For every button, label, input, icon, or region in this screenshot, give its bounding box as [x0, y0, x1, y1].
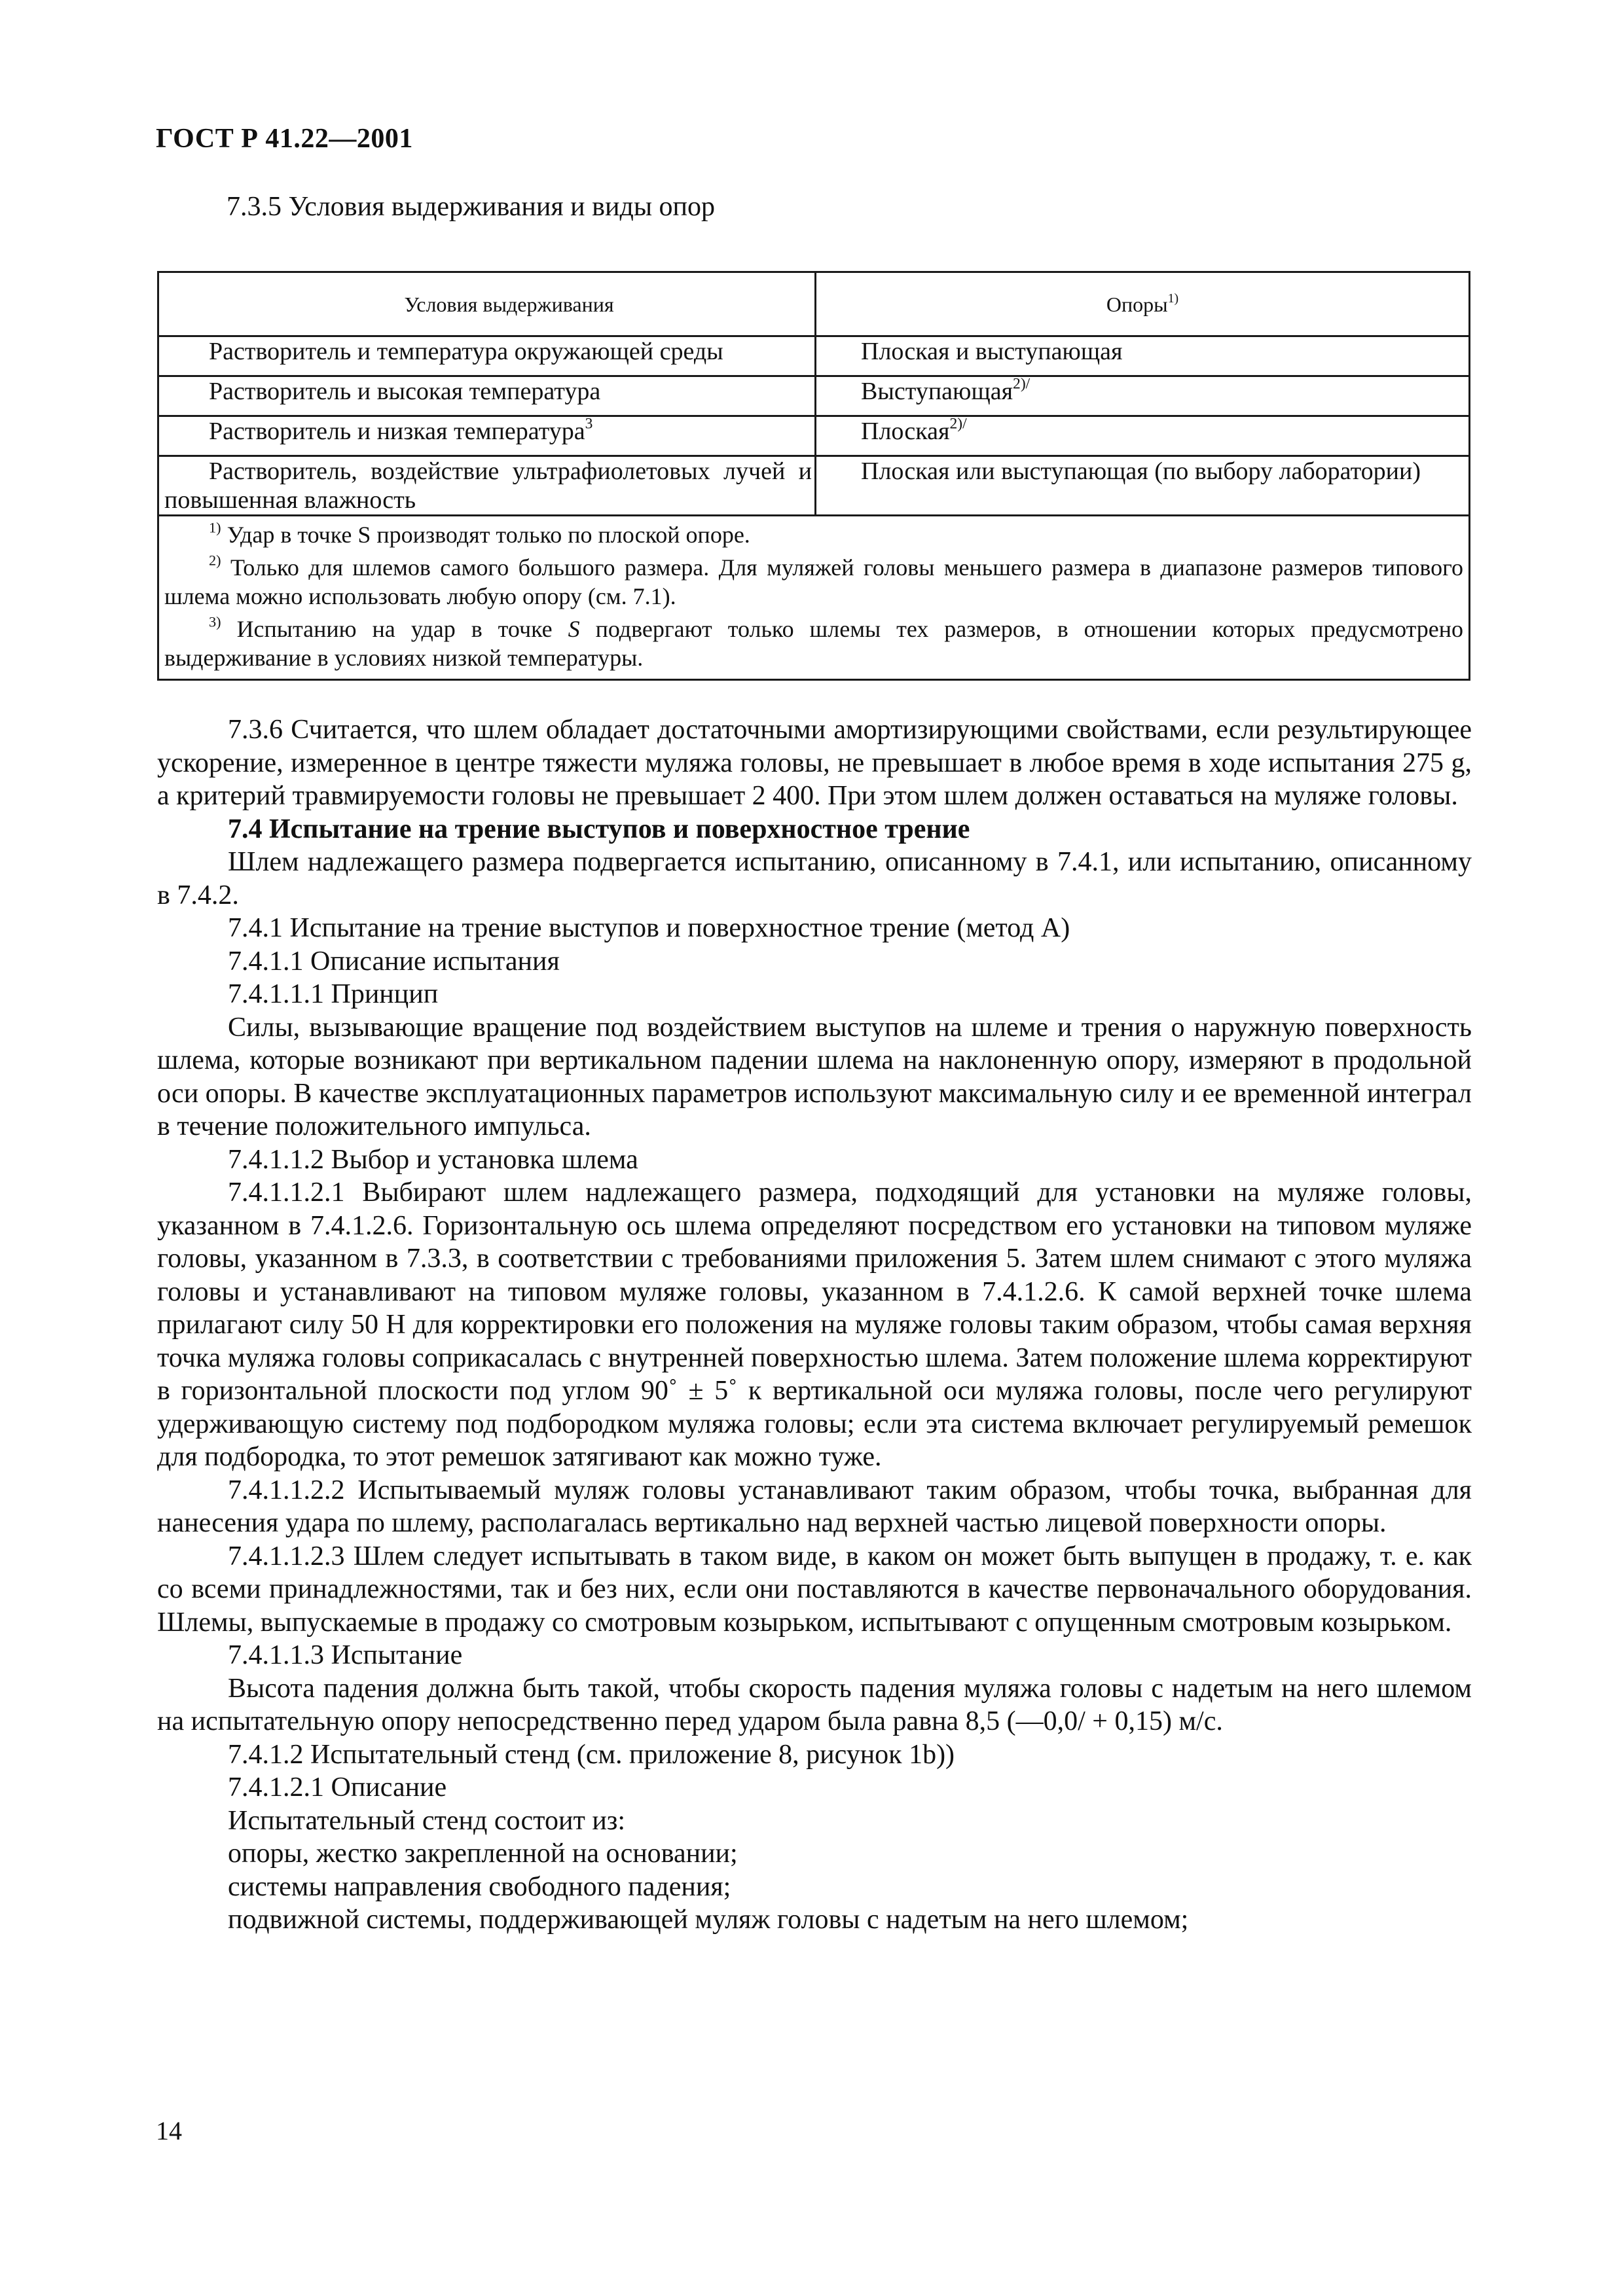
table-cell-support: Плоская и выступающая [816, 336, 1470, 376]
table-header-supports: Опоры$^{1)}$ [816, 272, 1470, 336]
list-item: опоры, жестко закрепленной на основании; [228, 1839, 738, 1869]
table-cell-condition: Растворитель и высокая температура [158, 376, 816, 416]
table-notes-row [158, 516, 1470, 680]
table-row [158, 416, 1470, 456]
table-row [158, 456, 1470, 516]
table-cell-condition: Растворитель, воздействие ультрафиолетовых лучей и повышенная влажность [158, 456, 816, 516]
subsection-heading: 7.4.1.1.3 Испытание [228, 1640, 463, 1670]
subsection-heading: 7.4.1.2.1 Описание [228, 1772, 447, 1803]
table-cell-support: Плоская$^{2)/}$ [816, 416, 1470, 456]
body-text [157, 713, 1472, 1937]
conditions-table [157, 271, 1470, 681]
table-row [158, 376, 1470, 416]
subsection-heading: 7.4.1.1.1 Принцип [228, 979, 439, 1009]
table-cell-support: Выступающая$^{2)/}$ [816, 376, 1470, 416]
paragraph: 7.4.1.1.2.2 Испытываемый муляж головы устанавливают таким образом, чтобы точка, выбранная для нанесения удара по шлему, располагалась вертикально над верхней частью лицевой поверхности опоры. [157, 1475, 1472, 1538]
subsection-heading: 7.4.1.1.2 Выбор и установка шлема [228, 1144, 638, 1175]
section-heading: 7.4 Испытание на трение выступов и поверхностное трение [228, 814, 970, 844]
paragraph: Высота падения должна быть такой, чтобы скорость падения муляжа головы с надетым на него шлемом на испытательную опору непосредственно перед ударом была равна 8,5 (—0,0/ + 0,15) м/с. [157, 1673, 1472, 1736]
table-cell-condition: Растворитель и температура окружающей среды [158, 336, 816, 376]
subsection-heading: 7.4.1 Испытание на трение выступов и поверхностное трение (метод А) [228, 913, 1070, 943]
table-header-row [158, 272, 1470, 336]
paragraph: Силы, вызывающие вращение под воздействием выступов на шлеме и трения о наружную поверхность шлема, которые возникают при вертикальном падении шлема на наклоненную опору, измеряют в продольной оси опоры. В качестве эксплуатационных параметров используют максимальную силу и ее временной интеграл в течение положительного импульса. [157, 1012, 1472, 1141]
paragraph: 7.3.6 Считается, что шлем обладает достаточными амортизирующими свойствами, если результирующее ускорение, измеренное в центре тяжести муляжа головы, не превышает в любое время в ходе испытания 275 g, а критерий травмируемости головы не превышает 2 400. При этом шлем должен оставаться на муляже головы. [157, 715, 1472, 811]
table-notes [158, 516, 1470, 680]
table-note: $^{2)}$ Только для шлемов самого большого размера. Для муляжей головы меньшего размера в диапазоне размеров типового шлема можно использовать любую опору (см. 7.1). [164, 552, 1463, 609]
paragraph: 7.4.1.1.2.1 Выбирают шлем надлежащего размера, подходящий для установки на муляже головы, указанном в 7.4.1.2.6. Горизонтальную ось шлема определяют посредством его установки на типовом муляже головы, указанном в 7.3.3, в соответствии с требованиями приложения 5. Затем шлем снимают с этого муляжа головы и устанавливают на типовом муляже головы, указанном в 7.4.1.2.6. К самой верхней точке шлема прилагают силу 50 Н для корректировки его положения на муляже головы таким образом, чтобы самая верхняя точка муляжа головы соприкасалась с внутренней поверхностью шлема. Затем положение шлема корректируют в горизонтальной плоскости под углом 90˚ ± 5˚ к вертикальной оси муляжа головы, после чего регулируют удерживающую систему под подбородком муляжа головы; если эта система включает регулируемый ремешок для подбородка, то этот ремешок затягивают как можно туже. [157, 1177, 1472, 1472]
table-cell-support: Плоская или выступающая (по выбору лаборатории) [816, 456, 1470, 516]
list-item: подвижной системы, поддерживающей муляж головы с надетым на него шлемом; [228, 1905, 1189, 1935]
table-note: $^{1)}$ Удар в точке S производят только по плоской опоре. [209, 519, 750, 548]
subsection-heading: 7.4.1.2 Испытательный стенд (см. приложение 8, рисунок 1b)) [228, 1739, 955, 1770]
list-item: системы направления свободного падения; [228, 1871, 731, 1902]
subsection-heading: 7.4.1.1 Описание испытания [228, 946, 560, 977]
paragraph: 7.4.1.1.2.3 Шлем следует испытывать в таком виде, в каком он может быть выпущен в продажу, т. е. как со всеми принадлежностями, так и без них, если они поставляются в качестве первоначального оборудования. Шлемы, выпускаемые в продажу со смотровым козырьком, испытывают с опущенным смотровым козырьком. [157, 1541, 1472, 1638]
table-cell-condition: Растворитель и низкая температура$^3$ [158, 416, 816, 456]
page-number: 14 [156, 2116, 182, 2145]
clause-title: 7.3.5 Условия выдерживания и виды опор [227, 192, 716, 222]
table-header-conditions: Условия выдерживания [158, 272, 816, 336]
paragraph: Испытательный стенд состоит из: [228, 1805, 626, 1836]
table-note: $^{3)}$ Испытанию на удар в точке S подвергают только шлемы тех размеров, в отношении которых предусмотрено выдерживание в условиях низкой температуры. [164, 613, 1464, 671]
table-row [158, 336, 1470, 376]
document-header: ГОСТ Р 41.22—2001 [156, 124, 413, 154]
paragraph: Шлем надлежащего размера подвергается испытанию, описанному в 7.4.1, или испытанию, описанному в 7.4.2. [157, 847, 1472, 910]
